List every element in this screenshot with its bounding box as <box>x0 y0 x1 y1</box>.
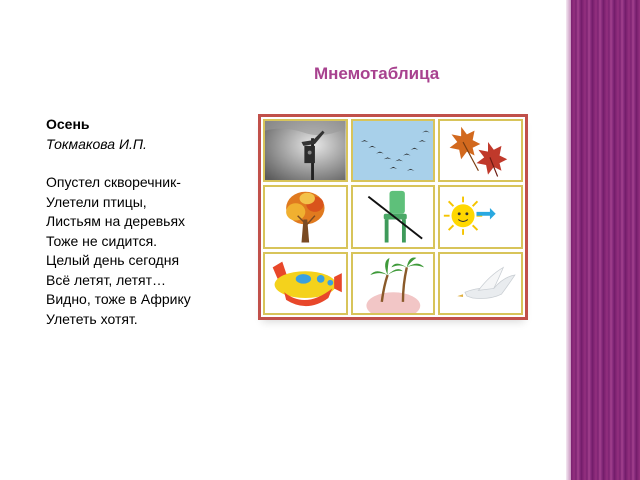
airplane-icon <box>265 254 346 313</box>
palm-island-icon <box>353 254 434 313</box>
autumn-leaves-icon <box>440 121 521 180</box>
mnemo-cell-airplane <box>263 252 348 315</box>
poem-line: Улетели птицы, <box>46 193 147 210</box>
poem-line: Улететь хотят. <box>46 310 138 327</box>
crossed-chair-icon <box>353 187 434 246</box>
mnemo-cell-birdhouse <box>263 119 348 182</box>
mnemo-table <box>258 114 528 320</box>
poem <box>46 115 191 329</box>
mnemo-cell-chair <box>351 185 436 248</box>
white-bird-icon <box>440 254 521 313</box>
poem-line: Всё летят, летят… <box>46 271 167 288</box>
poem-title: Осень <box>46 116 90 132</box>
autumn-tree-icon <box>265 187 346 246</box>
slide-title: Мнемотаблица <box>314 64 440 83</box>
sun-moon-icon <box>440 187 521 246</box>
mnemo-cell-leaves <box>438 119 523 182</box>
mnemo-cell-birds <box>351 119 436 182</box>
poem-line: Опустел скворечник- <box>46 174 181 190</box>
poem-line: Целый день сегодня <box>46 252 180 268</box>
decorative-band <box>571 0 640 480</box>
mnemo-cell-tree <box>263 185 348 248</box>
mnemo-cell-sun-moon <box>438 185 523 248</box>
poem-line: Видно, тоже в Африку <box>46 291 191 307</box>
mnemo-cell-palms <box>351 252 436 315</box>
poem-line: Листьям на деревьях <box>46 213 186 229</box>
poem-line: Тоже не сидится. <box>46 232 158 249</box>
poem-author: Токмакова И.П. <box>46 135 147 152</box>
mnemo-cell-white-bird <box>438 252 523 315</box>
flying-birds-icon <box>353 121 434 180</box>
birdhouse-icon <box>265 121 346 180</box>
